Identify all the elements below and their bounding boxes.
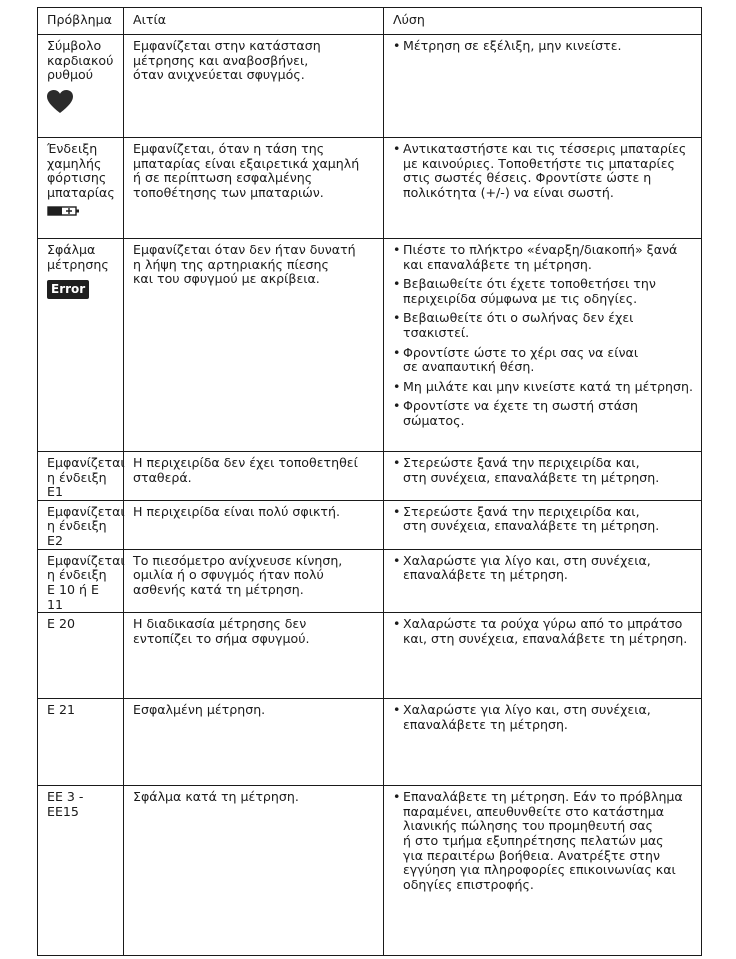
cause-text: Εμφανίζεται όταν δεν ήταν δυνατή η λήψη της αρτηριακής πίεσης και του σφυγμού με ακρίβεια. xyxy=(133,242,356,287)
solution-list xyxy=(393,505,694,534)
cause-cell xyxy=(124,239,384,452)
low-battery-icon xyxy=(47,204,81,218)
solution-item: • Μη μιλάτε και μην κινείστε κατά τη μέτρηση. xyxy=(393,380,694,395)
problem-text: Ένδειξη χαμηλής φόρτισης μπαταρίας xyxy=(47,141,115,200)
solution-list xyxy=(393,39,694,54)
solution-cell xyxy=(384,35,702,138)
problem-text: Σφάλμα μέτρησης xyxy=(47,242,109,272)
cause-cell xyxy=(124,613,384,699)
solution-item: • Στερεώστε ξανά την περιχειρίδα και, στη συνέχεια, επαναλάβετε τη μέτρηση. xyxy=(393,505,694,534)
solution-list xyxy=(393,703,694,732)
solution-item: • Φροντίστε να έχετε τη σωστή στάση σώματος. xyxy=(393,399,694,428)
troubleshooting-table xyxy=(37,7,702,956)
table-row xyxy=(38,786,702,956)
cause-cell xyxy=(124,138,384,239)
cause-text: Η περιχειρίδα είναι πολύ σφικτή. xyxy=(133,503,340,519)
cause-text: Το πιεσόμετρο ανίχνευσε κίνηση, ομιλία ή ο σφυγμός ήταν πολύ ασθενής κατά τη μέτρηση. xyxy=(133,552,343,597)
solution-list xyxy=(393,554,694,583)
problem-cell xyxy=(38,35,124,138)
cause-cell xyxy=(124,549,384,612)
solution-item: • Βεβαιωθείτε ότι έχετε τοποθετήσει την περιχειρίδα σύμφωνα με τις οδηγίες. xyxy=(393,277,694,306)
cause-cell xyxy=(124,500,384,549)
problem-text: Ε 21 xyxy=(47,702,75,718)
problem-text: Ε 20 xyxy=(47,616,75,632)
problem-text: Εμφανίζεται η ένδειξη Ε 10 ή Ε 11 xyxy=(47,552,125,612)
heart-icon xyxy=(47,90,73,114)
solution-item: • Επαναλάβετε τη μέτρηση. Εάν το πρόβλημα παραμένει, απευθυνθείτε στο κατάστημα λιανικής πώλησης του προμηθευτή σας ή στο τμήμα εξυπηρέτησης πελατών μας για περαιτέρω βοήθεια. Ανατρέξτε στην εγγύηση για πληροφορίες επικοινωνίας και οδηγίες επιστροφής. xyxy=(393,790,694,892)
problem-text: Εμφανίζεται η ένδειξη Ε1 xyxy=(47,455,125,500)
solution-cell xyxy=(384,452,702,501)
problem-cell xyxy=(38,786,124,956)
problem-cell xyxy=(38,549,124,612)
table-row xyxy=(38,500,702,549)
solution-item: • Αντικαταστήστε και τις τέσσερις μπαταρίες με καινούριες. Τοποθετήστε τις μπαταρίες στις σωστές θέσεις. Φροντίστε ώστε η πολικότητα (+/-) να είναι σωστή. xyxy=(393,142,694,200)
solution-item: • Πιέστε το πλήκτρο «έναρξη/διακοπή» ξανά και επαναλάβετε τη μέτρηση. xyxy=(393,243,694,272)
problem-text: Σύμβολο καρδιακού ρυθμού xyxy=(47,38,114,83)
solution-cell xyxy=(384,239,702,452)
solution-list xyxy=(393,142,694,200)
problem-cell xyxy=(38,613,124,699)
cause-text: Η περιχειρίδα δεν έχει τοποθετηθεί σταθερά. xyxy=(133,455,358,485)
cause-cell xyxy=(124,452,384,501)
header-solution: Λύση xyxy=(384,8,702,35)
cause-cell xyxy=(124,35,384,138)
solution-cell xyxy=(384,613,702,699)
solution-list xyxy=(393,790,694,892)
cause-cell xyxy=(124,786,384,956)
header-cause: Αιτία xyxy=(124,8,384,35)
solution-item: • Χαλαρώστε τα ρούχα γύρω από το μπράτσο και, στη συνέχεια, επαναλάβετε τη μέτρηση. xyxy=(393,617,694,646)
cause-cell xyxy=(124,699,384,786)
cause-text: Εμφανίζεται, όταν η τάση της μπαταρίας είναι εξαιρετικά χαμηλή ή σε περίπτωση εσφαλμένης τοποθέτησης των μπαταριών. xyxy=(133,141,360,200)
header-problem: Πρόβλημα xyxy=(38,8,124,35)
problem-cell xyxy=(38,239,124,452)
solution-cell xyxy=(384,500,702,549)
solution-cell xyxy=(384,138,702,239)
table-row xyxy=(38,138,702,239)
table-header-row xyxy=(38,8,702,35)
solution-list xyxy=(393,243,694,429)
solution-list xyxy=(393,617,694,646)
solution-item: • Στερεώστε ξανά την περιχειρίδα και, στη συνέχεια, επαναλάβετε τη μέτρηση. xyxy=(393,456,694,485)
table-row xyxy=(38,35,702,138)
problem-cell xyxy=(38,452,124,501)
cause-text: Η διαδικασία μέτρησης δεν εντοπίζει το σήμα σφυγμού. xyxy=(133,616,310,646)
solution-item: • Χαλαρώστε για λίγο και, στη συνέχεια, επαναλάβετε τη μέτρηση. xyxy=(393,703,694,732)
problem-text: ΕΕ 3 - ΕΕ15 xyxy=(47,789,84,819)
cause-text: Σφάλμα κατά τη μέτρηση. xyxy=(133,789,299,805)
solution-item: • Φροντίστε ώστε το χέρι σας να είναι σε αναπαυτική θέση. xyxy=(393,346,694,375)
table-row xyxy=(38,549,702,612)
solution-item: • Μέτρηση σε εξέλιξη, μην κινείστε. xyxy=(393,39,694,54)
error-icon: Error xyxy=(47,280,89,299)
solution-list xyxy=(393,456,694,485)
solution-cell xyxy=(384,786,702,956)
problem-cell xyxy=(38,699,124,786)
solution-cell xyxy=(384,549,702,612)
cause-text: Εμφανίζεται στην κατάσταση μέτρησης και αναβοσβήνει, όταν ανιχνεύεται σφυγμός. xyxy=(133,38,321,83)
table-row xyxy=(38,239,702,452)
solution-item: • Βεβαιωθείτε ότι ο σωλήνας δεν έχει τσακιστεί. xyxy=(393,311,694,340)
table-row xyxy=(38,613,702,699)
cause-text: Εσφαλμένη μέτρηση. xyxy=(133,702,266,718)
table-row xyxy=(38,699,702,786)
problem-cell xyxy=(38,138,124,239)
problem-cell xyxy=(38,500,124,549)
table-row xyxy=(38,452,702,501)
problem-text: Εμφανίζεται η ένδειξη Ε2 xyxy=(47,503,125,548)
solution-cell xyxy=(384,699,702,786)
solution-item: • Χαλαρώστε για λίγο και, στη συνέχεια, επαναλάβετε τη μέτρηση. xyxy=(393,554,694,583)
